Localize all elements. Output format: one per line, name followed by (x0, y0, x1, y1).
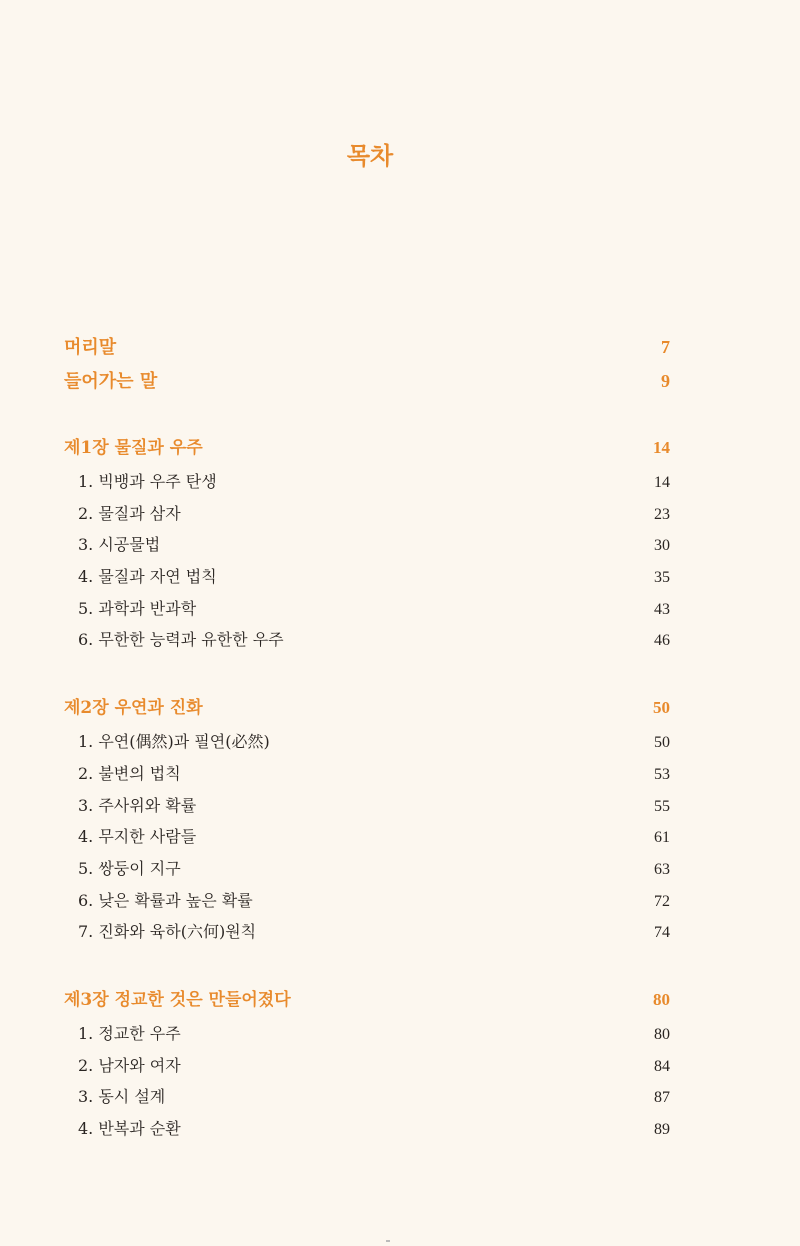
toc-item[interactable] (64, 853, 670, 885)
toc-item-page: 35 (654, 569, 670, 587)
toc-item-page: 14 (654, 474, 670, 491)
toc-item[interactable] (64, 916, 670, 948)
toc-item-label: 5. 쌍둥이 지구 (78, 858, 181, 878)
toc-front-introduction[interactable] (64, 364, 670, 398)
toc-item-label: 2. 불변의 법칙 (78, 763, 181, 783)
toc-item-page: 61 (654, 829, 670, 847)
toc-item-label: 6. 낮은 확률과 높은 확률 (78, 890, 253, 910)
toc-item-page: 84 (654, 1057, 670, 1075)
chapter-page: 14 (653, 438, 670, 457)
toc-item-page: 74 (654, 924, 670, 942)
toc-item[interactable] (64, 593, 670, 625)
toc-item-page: 89 (654, 1121, 670, 1138)
toc-item-label: 3. 동시 설계 (78, 1087, 166, 1107)
toc-item[interactable] (64, 726, 670, 758)
toc-item[interactable] (64, 624, 670, 656)
toc-item-label: 5. 과학과 반과학 (78, 598, 197, 618)
table-of-contents (64, 330, 670, 1145)
toc-chapter-3[interactable] (64, 982, 670, 1018)
page-marker (386, 1240, 390, 1242)
toc-chapter-2[interactable] (64, 690, 670, 726)
toc-item[interactable] (64, 561, 670, 593)
toc-item-page: 50 (654, 734, 670, 752)
toc-item[interactable] (64, 529, 670, 561)
toc-item-page: 63 (654, 860, 670, 878)
toc-item-label: 7. 진화와 육하(六何)원칙 (78, 922, 257, 942)
toc-chapter-1[interactable] (64, 430, 670, 466)
toc-item-page: 53 (654, 765, 670, 783)
toc-entry-label: 들어가는 말 (64, 371, 158, 392)
toc-item-label: 3. 시공물법 (78, 535, 161, 555)
toc-item[interactable] (64, 466, 670, 498)
toc-item-page: 80 (654, 1025, 670, 1043)
toc-item-label: 1. 정교한 우주 (78, 1023, 181, 1043)
toc-front-preface[interactable] (64, 330, 670, 364)
toc-item-label: 3. 주사위와 확률 (78, 795, 197, 815)
chapter-page: 80 (653, 989, 670, 1009)
toc-entry-page: 7 (661, 337, 670, 357)
toc-item[interactable] (64, 821, 670, 853)
toc-item-page: 55 (654, 797, 670, 815)
toc-item[interactable] (64, 885, 670, 917)
chapter-title: 제2장 우연과 진화 (64, 698, 203, 719)
toc-item-label: 6. 무한한 능력과 유한한 우주 (78, 630, 284, 650)
toc-item-label: 1. 우연(偶然)과 필연(必然) (78, 732, 270, 752)
toc-item-page: 23 (654, 505, 670, 523)
toc-entry-page: 9 (661, 371, 670, 391)
toc-item-label: 4. 반복과 순환 (78, 1119, 181, 1138)
toc-item-label: 4. 무지한 사람들 (78, 827, 197, 847)
toc-item-page: 43 (654, 600, 670, 618)
chapter-page: 50 (653, 698, 670, 718)
chapter-title: 제1장 물질과 우주 (64, 438, 203, 458)
toc-item[interactable] (64, 790, 670, 822)
toc-item-label: 4. 물질과 자연 법칙 (78, 567, 217, 587)
chapter-title: 제3장 정교한 것은 만들어졌다 (64, 989, 291, 1010)
toc-item-page: 46 (654, 632, 670, 650)
toc-item-page: 30 (654, 537, 670, 555)
toc-item-label: 2. 남자와 여자 (78, 1055, 181, 1075)
toc-item-label: 1. 빅뱅과 우주 탄생 (78, 472, 217, 491)
toc-item[interactable] (64, 758, 670, 790)
page-title: 목차 (346, 141, 394, 170)
toc-item[interactable] (64, 1113, 670, 1145)
toc-item-label: 2. 물질과 삼자 (78, 503, 181, 523)
toc-item-page: 72 (654, 892, 670, 910)
toc-item-page: 87 (654, 1089, 670, 1107)
toc-entry-label: 머리말 (64, 337, 117, 358)
toc-item[interactable] (64, 1081, 670, 1113)
toc-item[interactable] (64, 1050, 670, 1082)
toc-item[interactable] (64, 1018, 670, 1050)
toc-item[interactable] (64, 498, 670, 530)
